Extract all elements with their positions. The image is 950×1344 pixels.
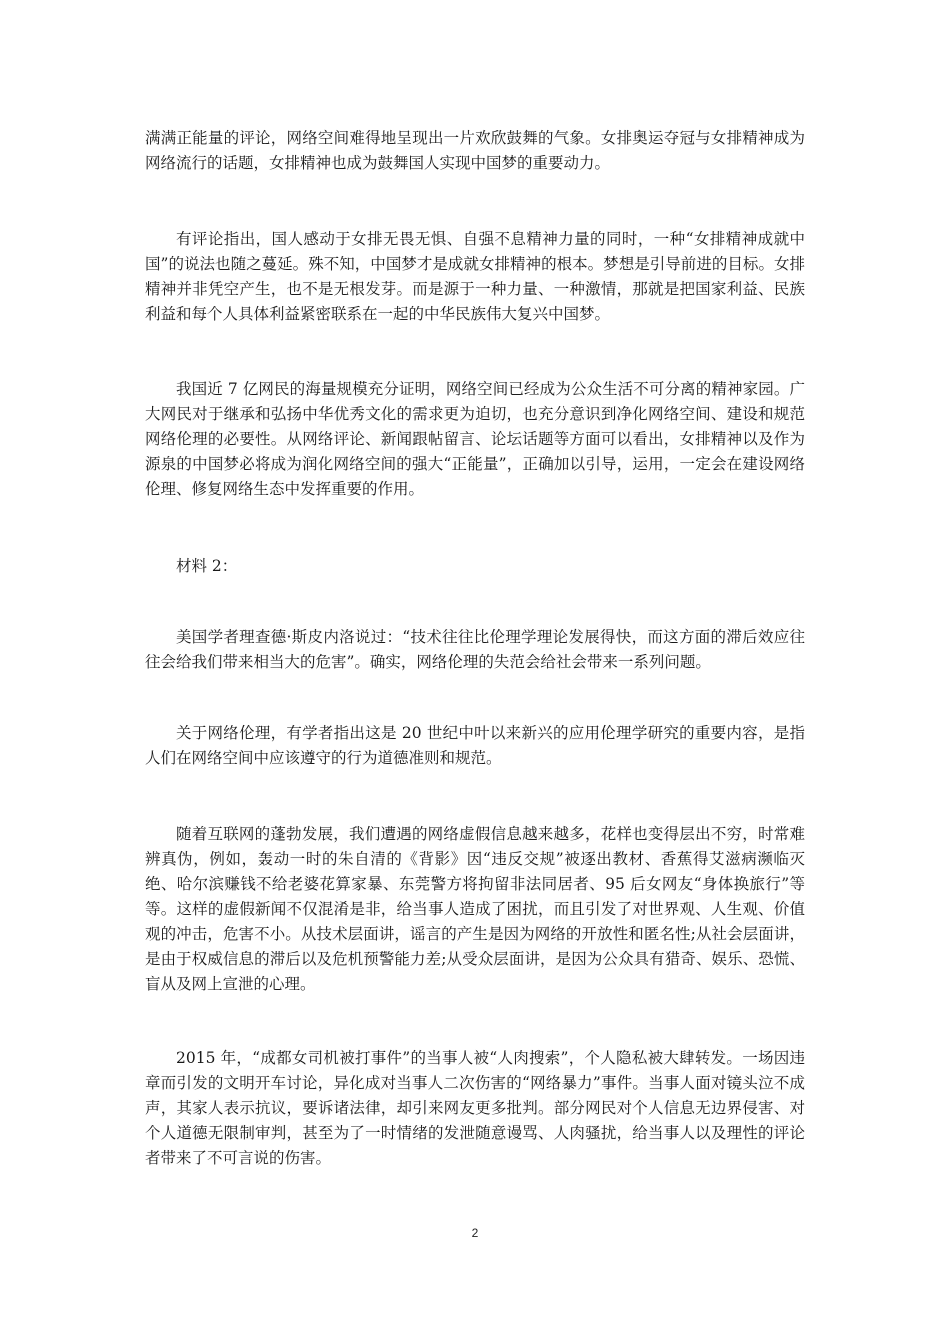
paragraph: 2015 年，“成都女司机被打事件”的当事人被“人肉搜索”，个人隐私被大肆转发。一场因违章而引发的文明开车讨论，异化成对当事人二次伤害的“网络暴力”事件。当事人面对镜头泣不成声，其家人表示抗议，要诉诸法律，却引来网友更多批判。部分网民对个人信息无边界侵害、对个人道德无限制审判，甚至为了一时情绪的发泄随意谩骂、人肉骚扰，给当事人以及理性的评论者带来了不可言说的伤害。 — [145, 1049, 805, 1167]
paragraph-continued: 满满正能量的评论，网络空间难得地呈现出一片欢欣鼓舞的气象。女排奥运夺冠与女排精神成为网络流行的话题，女排精神也成为鼓舞国人实现中国梦的重要动力。 — [145, 129, 805, 172]
material-heading: 材料 2： — [176, 557, 238, 575]
paragraph: 我国近 7 亿网民的海量规模充分证明，网络空间已经成为公众生活不可分离的精神家园。广大网民对于继承和弘扬中华优秀文化的需求更为迫切，也充分意识到净化网络空间、建设和规范网络伦理的必要性。从网络评论、新闻跟帖留言、论坛话题等方面可以看出，女排精神以及作为源泉的中国梦必将成为润化网络空间的强大“正能量”，正确加以引导，运用，一定会在建设网络伦理、修复网络生态中发挥重要的作用。 — [145, 380, 805, 498]
paragraph: 随着互联网的蓬勃发展，我们遭遇的网络虚假信息越来越多，花样也变得层出不穷，时常难辨真伪，例如，轰动一时的朱自清的《背影》因“违反交规”被逐出教材、香蕉得艾滋病濒临灭绝、哈尔滨赚钱不给老婆花算家暴、东莞警方将拘留非法同居者、95 后女网友“身体换旅行”等等。这样的虚假新闻不仅混淆是非，给当事人造成了困扰，而且引发了对世界观、人生观、价值观的冲击，危害不小。从技术层面讲，谣言的产生是因为网络的开放性和匿名性;从社会层面讲，是由于权威信息的滞后以及危机预警能力差;从受众层面讲，是因为公众具有猎奇、娱乐、恐慌、盲从及网上宣泄的心理。 — [145, 825, 805, 993]
paragraph: 有评论指出，国人感动于女排无畏无惧、自强不息精神力量的同时，一种“女排精神成就中国”的说法也随之蔓延。殊不知，中国梦才是成就女排精神的根本。梦想是引导前进的目标。女排精神并非凭空产生，也不是无根发芽。而是源于一种力量、一种激情，那就是把国家利益、民族利益和每个人具体利益紧密联系在一起的中华民族伟大复兴中国梦。 — [145, 230, 805, 323]
page-number: 2 — [471, 1226, 479, 1240]
paragraph: 美国学者理查德·斯皮内洛说过：“技术往往比伦理学理论发展得快，而这方面的滞后效应往往会给我们带来相当大的危害”。确实，网络伦理的失范会给社会带来一系列问题。 — [145, 628, 805, 671]
paragraph: 关于网络伦理，有学者指出这是 20 世纪中叶以来新兴的应用伦理学研究的重要内容，是指人们在网络空间中应该遵守的行为道德准则和规范。 — [145, 724, 805, 767]
